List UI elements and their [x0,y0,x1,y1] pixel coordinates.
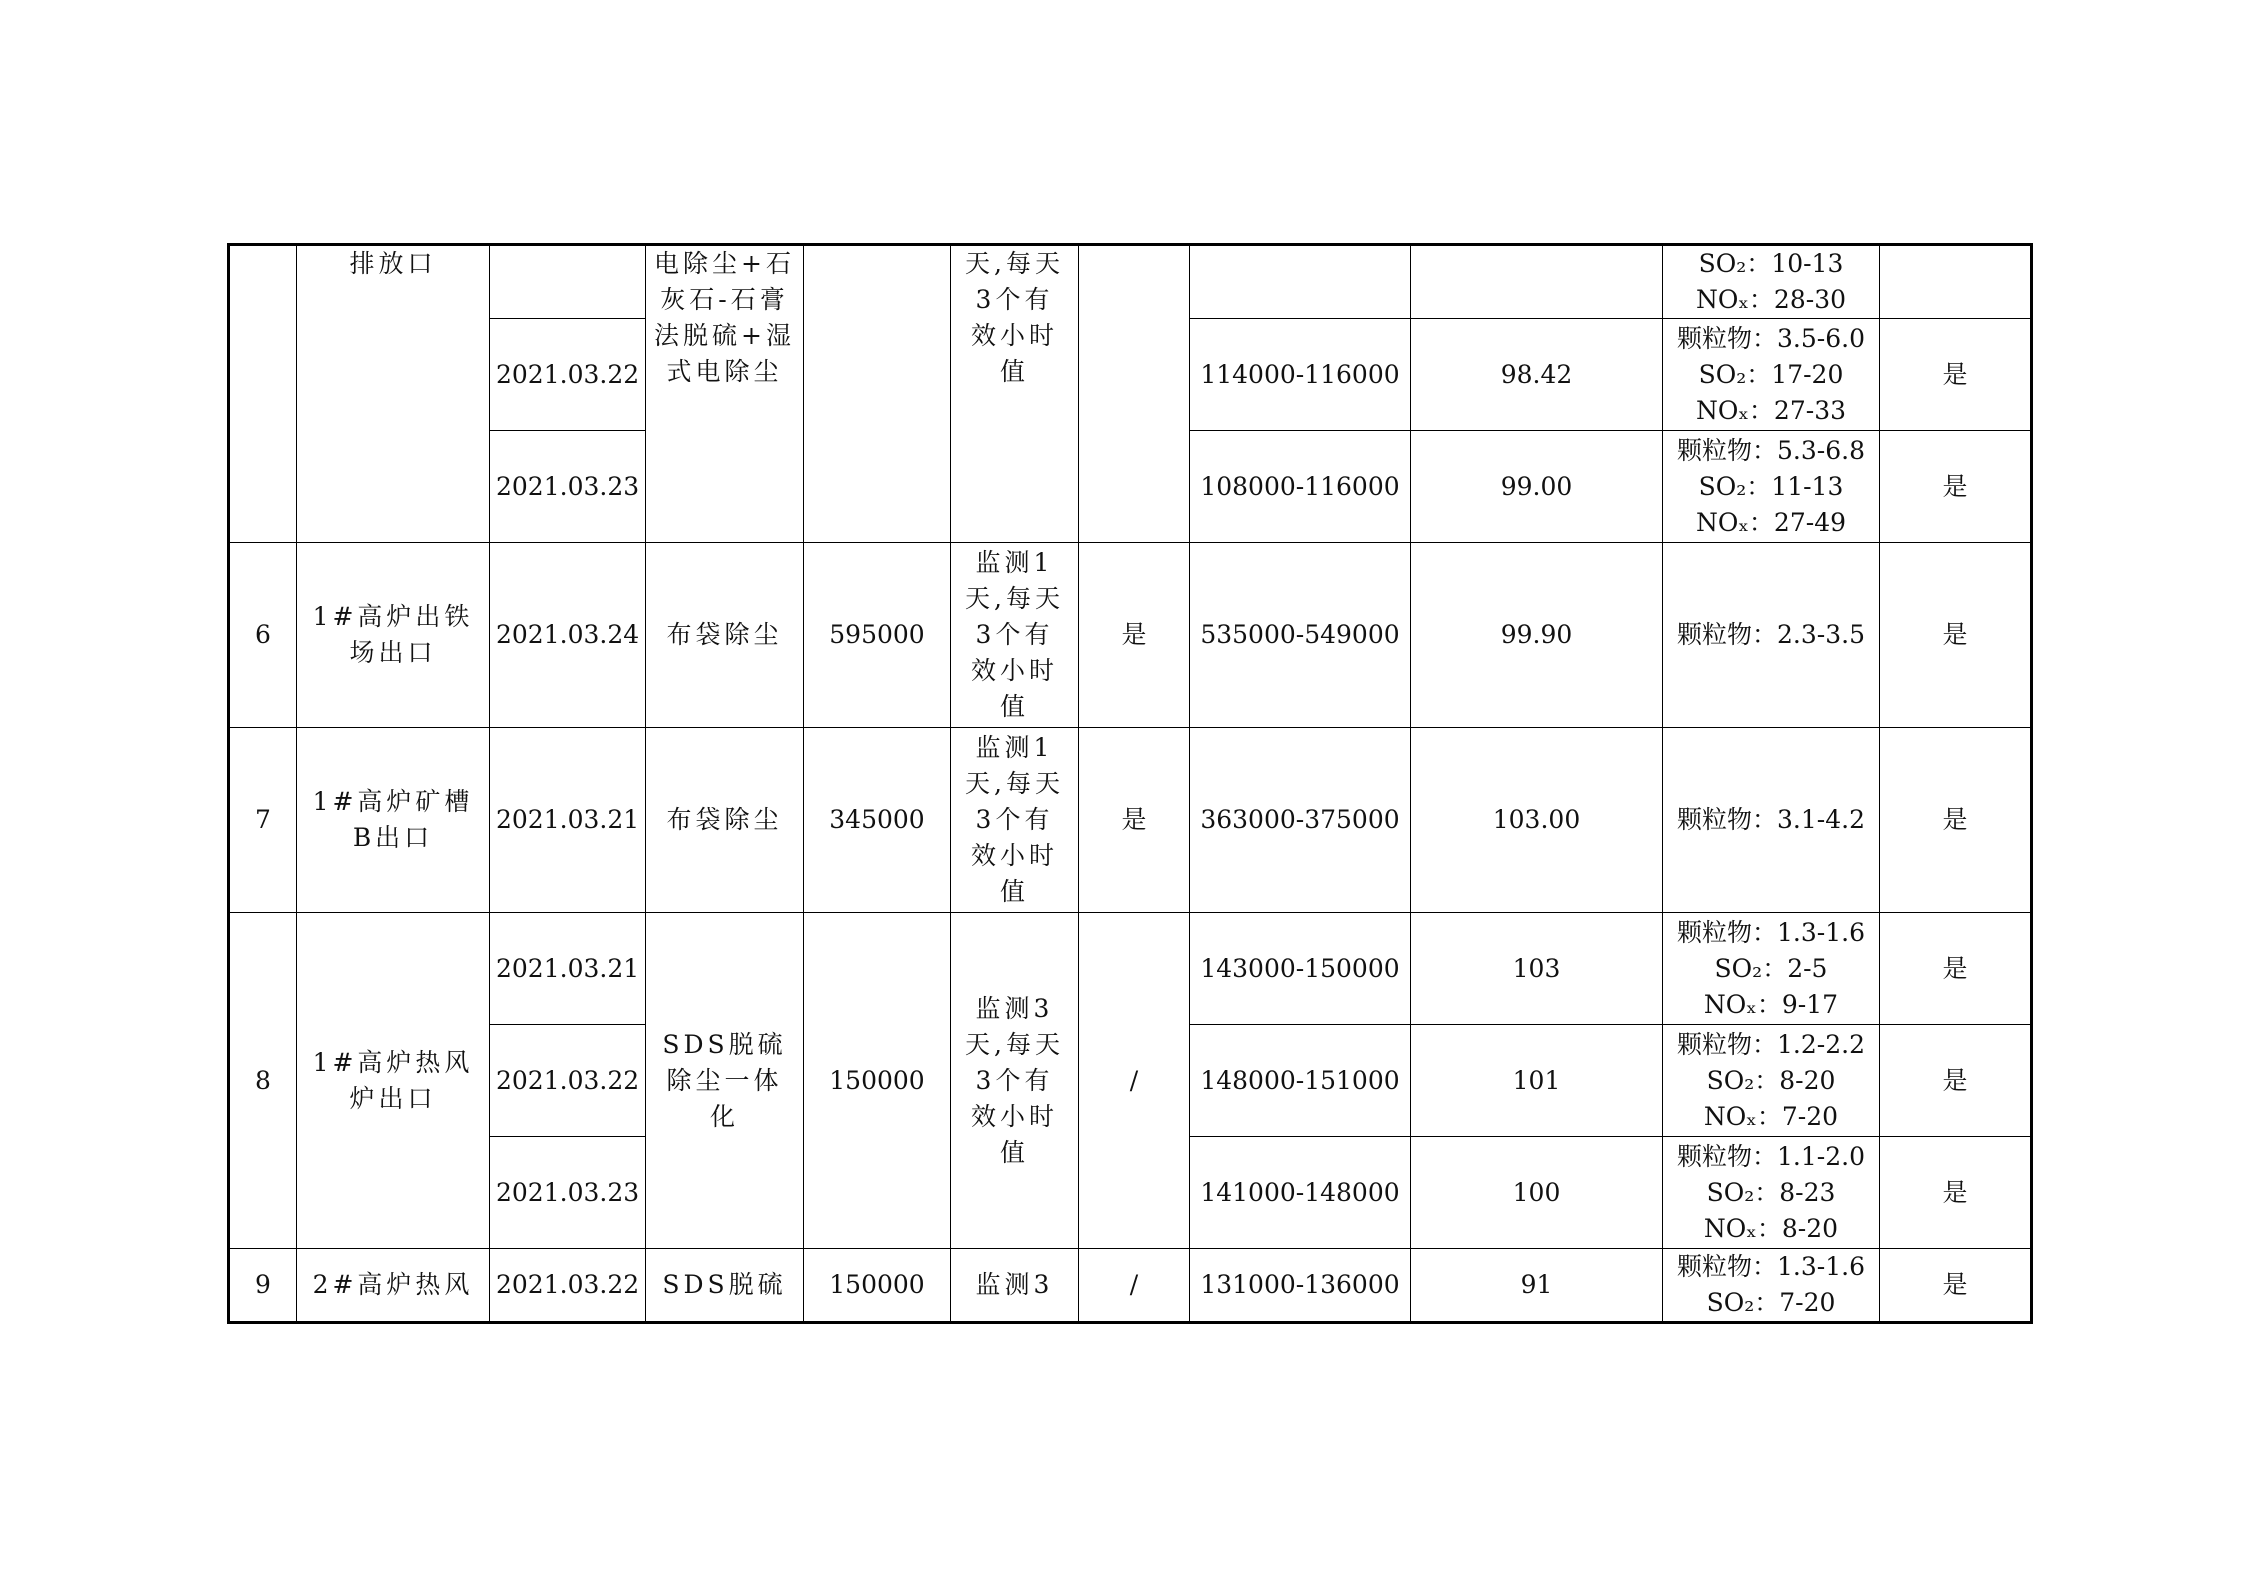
cell-flow-range: 535000-549000 [1190,543,1411,728]
cell-no: 6 [229,543,297,728]
cell-frequency: 监测1 天,每天 3个有 效小时 值 [951,543,1079,728]
cell-flow-range: 114000-116000 [1190,319,1411,431]
cell-compliance [1880,245,2032,319]
cell-concentration: 颗粒物：1.1-2.0 SO₂：8-23 NOₓ：8-20 [1663,1137,1880,1249]
cell-efficiency: 91 [1411,1249,1663,1323]
cell-date: 2021.03.23 [490,1137,646,1249]
cell-no: 9 [229,1249,297,1323]
cell-normal-operation: 是 [1079,543,1190,728]
cell-compliance: 是 [1880,728,2032,913]
cell-normal-operation: / [1079,913,1190,1249]
cell-concentration: SO₂：10-13 NOₓ：28-30 [1663,245,1880,319]
cell-flow-range: 143000-150000 [1190,913,1411,1025]
cell-date: 2021.03.23 [490,431,646,543]
cell-frequency: 监测3 [951,1249,1079,1323]
cell-concentration: 颗粒物：3.5-6.0 SO₂：17-20 NOₓ：27-33 [1663,319,1880,431]
cell-flow-range: 131000-136000 [1190,1249,1411,1323]
cell-design-flow: 150000 [804,913,951,1249]
cell-flow-range [1190,245,1411,319]
cell-date [490,245,646,319]
cell-outlet-name: 1#高炉热风 炉出口 [297,913,490,1249]
cell-concentration: 颗粒物：5.3-6.8 SO₂：11-13 NOₓ：27-49 [1663,431,1880,543]
cell-frequency: 天,每天 3个有 效小时 值 [951,245,1079,543]
cell-efficiency: 99.00 [1411,431,1663,543]
cell-efficiency: 100 [1411,1137,1663,1249]
cell-date: 2021.03.21 [490,728,646,913]
cell-concentration: 颗粒物：2.3-3.5 [1663,543,1880,728]
table-row [229,913,2032,1025]
cell-efficiency: 103 [1411,913,1663,1025]
cell-no: 7 [229,728,297,913]
cell-date: 2021.03.22 [490,319,646,431]
cell-outlet-name: 1#高炉矿槽 B出口 [297,728,490,913]
cell-flow-range: 363000-375000 [1190,728,1411,913]
cell-date: 2021.03.22 [490,1025,646,1137]
cell-flow-range: 148000-151000 [1190,1025,1411,1137]
cell-concentration: 颗粒物：3.1-4.2 [1663,728,1880,913]
cell-design-flow [804,245,951,543]
cell-frequency: 监测1 天,每天 3个有 效小时 值 [951,728,1079,913]
cell-efficiency: 98.42 [1411,319,1663,431]
table-row [229,245,2032,319]
monitoring-results-table [227,243,2033,1324]
cell-compliance: 是 [1880,543,2032,728]
cell-no [229,245,297,543]
cell-date: 2021.03.22 [490,1249,646,1323]
cell-date: 2021.03.21 [490,913,646,1025]
table-row [229,728,2032,913]
cell-outlet-name: 1#高炉出铁 场出口 [297,543,490,728]
table-row [229,1249,2032,1323]
cell-treatment-method: 布袋除尘 [646,543,804,728]
cell-normal-operation [1079,245,1190,543]
cell-outlet-name: 2#高炉热风 [297,1249,490,1323]
cell-efficiency: 103.00 [1411,728,1663,913]
cell-treatment-method: SDS脱硫 [646,1249,804,1323]
cell-normal-operation: / [1079,1249,1190,1323]
cell-efficiency [1411,245,1663,319]
cell-flow-range: 108000-116000 [1190,431,1411,543]
cell-compliance: 是 [1880,319,2032,431]
cell-treatment-method: 布袋除尘 [646,728,804,913]
cell-concentration: 颗粒物：1.3-1.6 SO₂：2-5 NOₓ：9-17 [1663,913,1880,1025]
cell-efficiency: 99.90 [1411,543,1663,728]
cell-treatment-method: 电除尘+石 灰石-石膏 法脱硫+湿 式电除尘 [646,245,804,543]
cell-treatment-method: SDS脱硫 除尘一体 化 [646,913,804,1249]
cell-compliance: 是 [1880,913,2032,1025]
cell-design-flow: 595000 [804,543,951,728]
cell-concentration: 颗粒物：1.2-2.2 SO₂：8-20 NOₓ：7-20 [1663,1025,1880,1137]
cell-flow-range: 141000-148000 [1190,1137,1411,1249]
cell-compliance: 是 [1880,1025,2032,1137]
table-row [229,543,2032,728]
cell-date: 2021.03.24 [490,543,646,728]
cell-concentration: 颗粒物：1.3-1.6 SO₂：7-20 [1663,1249,1880,1323]
cell-design-flow: 345000 [804,728,951,913]
cell-efficiency: 101 [1411,1025,1663,1137]
cell-compliance: 是 [1880,1249,2032,1323]
cell-frequency: 监测3 天,每天 3个有 效小时 值 [951,913,1079,1249]
cell-no: 8 [229,913,297,1249]
cell-compliance: 是 [1880,431,2032,543]
cell-compliance: 是 [1880,1137,2032,1249]
cell-outlet-name: 排放口 [297,245,490,543]
cell-normal-operation: 是 [1079,728,1190,913]
cell-design-flow: 150000 [804,1249,951,1323]
